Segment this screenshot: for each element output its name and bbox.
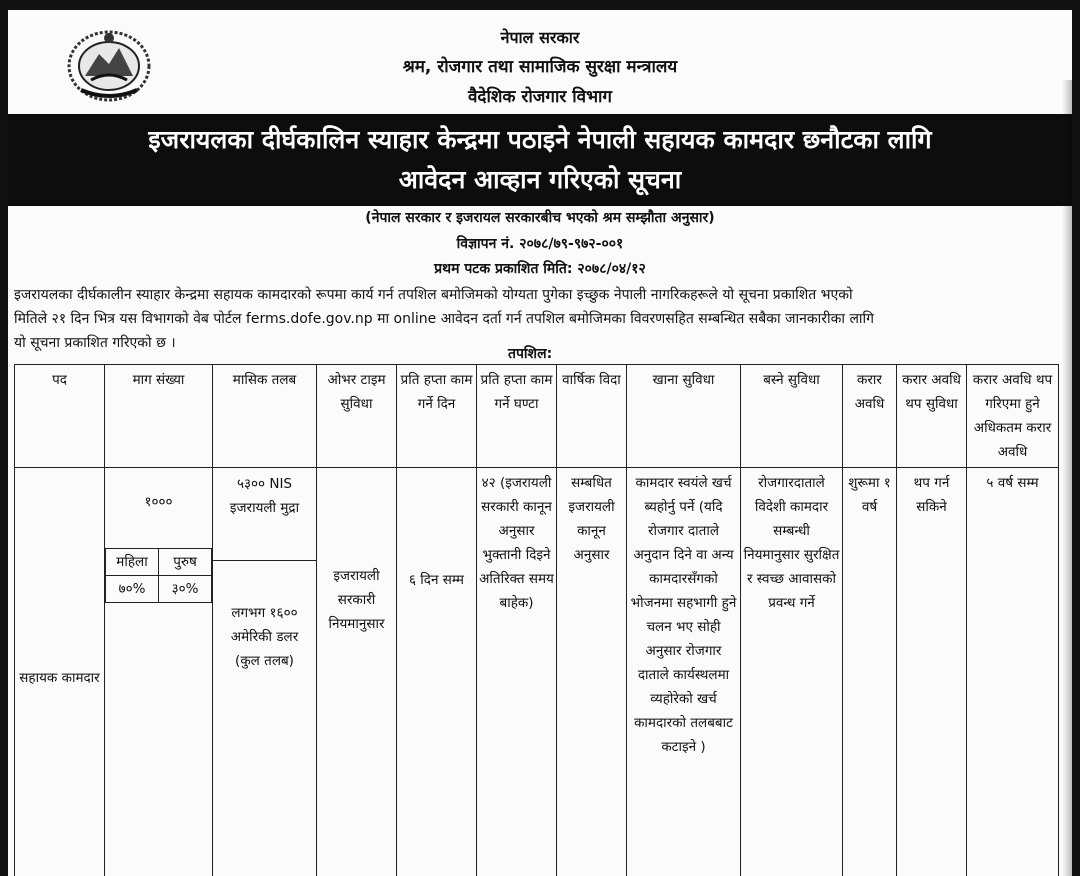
details-table [14,364,1059,876]
table-header-row [15,365,1059,468]
intro-line: मितिले २१ दिन भित्र यस विभागको वेब पोर्टल ferms.dofe.gov.np मा online आवेदन दर्ता गर्न तपशिल बमोजिमका विवरणसहित सम्बन्धित सबैका जानकारीका लागि [14,311,875,327]
details-heading: तपशिल: [508,346,553,362]
banner-title-line1: इजरायलका दीर्घकालिन स्याहार केन्द्रमा पठाइने नेपाली सहायक कामदार छनौटका लागि [148,125,932,154]
col-header-overtime: ओभर टाइम सुविधा [317,365,397,468]
notice-page [8,10,1072,876]
cell-food: कामदार स्वयंले खर्च ब्यहोर्नु पर्ने (यदि रोजगार दाताले अनुदान दिने वा अन्य कामदारसँगको भोजनमा सहभागी हुने चलन भए सोही अनुसार रोजगार दाताले कार्यस्थलमा व्यहोरेको खर्च कामदारको तलबबाट कटाइने ) [627,468,741,876]
col-header-food: खाना सुविधा [627,365,741,468]
header-ministry: श्रम, रोजगार तथा सामाजिक सुरक्षा मन्त्रालय [402,57,678,77]
intro-line: यो सूचना प्रकाशित गरिएको छ । [14,335,176,351]
cell-contract: शुरूमा १ वर्ष [843,468,897,876]
banner-title-line2: आवेदन आव्हान गरिएको सूचना [398,165,682,194]
female-label: महिला [106,549,159,576]
table-row [15,468,1059,876]
gender-split [105,548,212,603]
salary-nis: ५३०० NIS इजरायली मुद्रा [229,476,300,516]
cell-extension: थप गर्न सकिने [897,468,967,876]
col-header-leave: वार्षिक विदा [557,365,627,468]
cell-housing: रोजगारदाताले विदेशी कामदार सम्बन्धी नियमानुसार सुरक्षित र स्वच्छ आवासको प्रवन्ध गर्ने [741,468,843,876]
col-header-hours: प्रति हप्ता काम गर्ने घण्टा [477,365,557,468]
cell-salary [213,468,317,876]
header-department: वैदेशिक रोजगार विभाग [467,87,612,107]
cell-post: सहायक कामदार [15,468,105,876]
col-header-post: पद [15,365,105,468]
advertisement-number: विज्ञापन नं. २०७८/७९-९७२-००१ [456,236,624,252]
publish-date: प्रथम पटक प्रकाशित मिति: २०७८/०४/१२ [434,261,646,277]
col-header-contract: करार अवधि [843,365,897,468]
intro-line: इजरायलका दीर्घकालीन स्याहार केन्द्रमा सहायक कामदारको रूपमा कार्य गर्न तपशिल बमोजिमको योग्यता पुगेका इच्छुक नेपाली नागरिकहरूले यो सूचना प्रकाशित भएको [14,287,853,303]
col-header-salary: मासिक तलब [213,365,317,468]
col-header-extension: करार अवधि थप सुविधा [897,365,967,468]
cell-leave: सम्बधित इजरायली कानून अनुसार [557,468,627,876]
col-header-housing: बस्ने सुविधा [741,365,843,468]
col-header-demand: माग संख्या [105,365,213,468]
col-header-days: प्रति हप्ता काम गर्ने दिन [397,365,477,468]
agreement-note: (नेपाल सरकार र इजरायल सरकारबीच भएको श्रम सम्झौता अनुसार) [365,210,715,226]
col-header-max: करार अवधि थप गरिएमा हुने अधिकतम करार अवधि [967,365,1059,468]
header-government: नेपाल सरकार [500,28,580,47]
male-percent: ३०% [159,576,212,603]
cell-days: ६ दिन सम्म [397,468,477,876]
cell-max: ५ वर्ष सम्म [967,468,1059,876]
demand-total: १००० [144,494,173,510]
cell-demand [105,468,213,876]
male-label: पुरुष [159,549,212,576]
cell-overtime: इजरायली सरकारी नियमानुसार [317,468,397,876]
female-percent: ७०% [106,576,159,603]
salary-usd: लगभग १६०० अमेरिकी डलर (कुल तलब) [213,560,316,677]
title-banner [8,114,1072,206]
cell-hours: ४२ (इजरायली सरकारी कानून अनुसार भुक्तानी दिइने अतिरिक्त समय बाहेक) [477,468,557,876]
